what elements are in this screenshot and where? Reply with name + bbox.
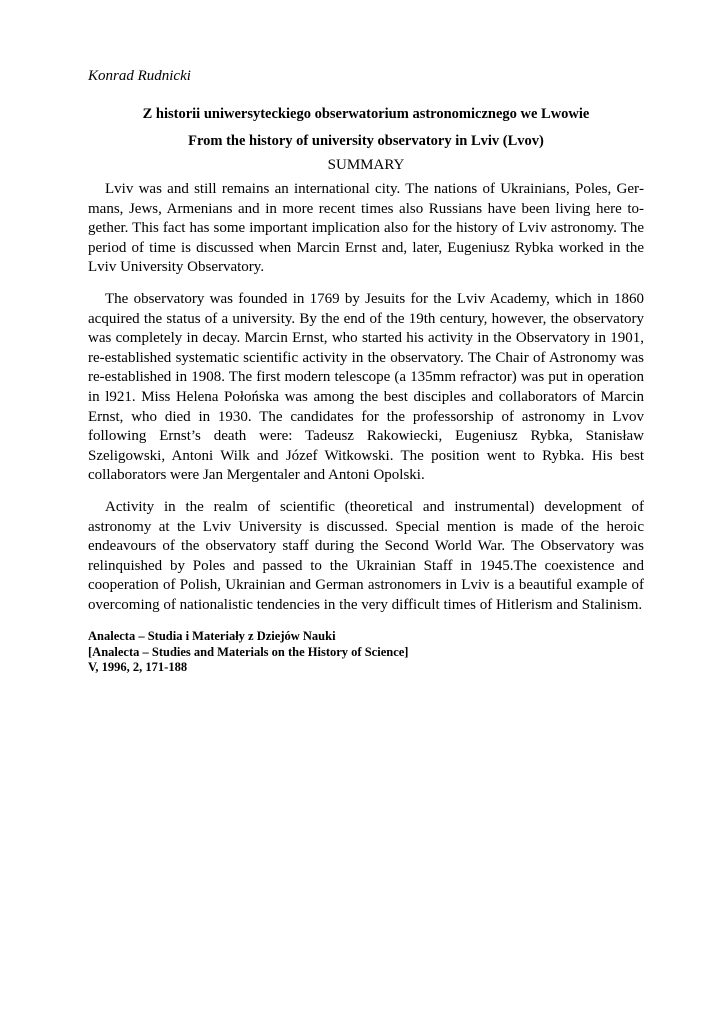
document-page — [88, 66, 644, 676]
citation-volume-pages: V, 1996, 2, 171-188 — [88, 660, 188, 675]
title-polish: Z historii uniwersyteckiego obserwatorium astronomicznego we Lwowie — [142, 106, 590, 122]
summary-paragraph-1: Lviv was and still remains an international city. The nations of Ukrainians, Poles, Germans, Jews, Armenians and in more recent times also Russians have been living here together. This fact has some important implication also for the history of Lviv astronomy. The period of time is discussed when Marcin Ernst and, later, Eugeniusz Rybka worked in the Lviv University Observatory. — [88, 181, 644, 276]
author-name: Konrad Rudnicki — [88, 68, 191, 84]
summary-paragraph-3: Activity in the realm of scientific (theoretical and instrumental) development of astronomy at the Lviv University is discussed. Special mention is made of the heroic endeavours of the observatory staff during the Second World War. The Observatory was relinquished by Poles and passed to the Ukrainian Staff in 1945.The coexistence and cooperation of Polish, Ukrainian and German astronomers in Lviv is a beautiful example of overcoming of nationalistic tendencies in the very difficult times of Hitlerism and Stalinism. — [88, 498, 644, 613]
title-english: From the history of university observatory in Lviv (Lvov) — [188, 133, 544, 149]
citation-journal-polish: Analecta – Studia i Materiały z Dziejów Nauki — [88, 629, 336, 644]
summary-paragraph-2: The observatory was founded in 1769 by Jesuits for the Lviv Academy, which in 1860 acquired the status of a university. By the end of the 19th century, however, the observatory was completely in decay. Marcin Ernst, who started his activity in the Observatory in 1901, re-established systematic scientific activity in the observatory. The Chair of Astronomy was re-established in 1908. The first modern telescope (a 135mm refractor) was put in operation in l921. Miss Helena Połońska was among the best disciples and collaborators of Marcin Ernst, who died in 1930. The candidates for the professorship of astronomy in Lvov following Ernst’s death were: Tadeusz Rakowiecki, Eugeniusz Rybka, Stanisław Szeligowski, Antoni Wilk and Józef Witkowski. The position went to Rybka. His best collaborators were Jan Mergentaler and Antoni Opolski. — [88, 290, 644, 484]
citation-journal-english: [Analecta – Studies and Materials on the History of Science] — [88, 644, 409, 659]
citation-block — [88, 629, 644, 676]
summary-heading: SUMMARY — [327, 157, 405, 173]
